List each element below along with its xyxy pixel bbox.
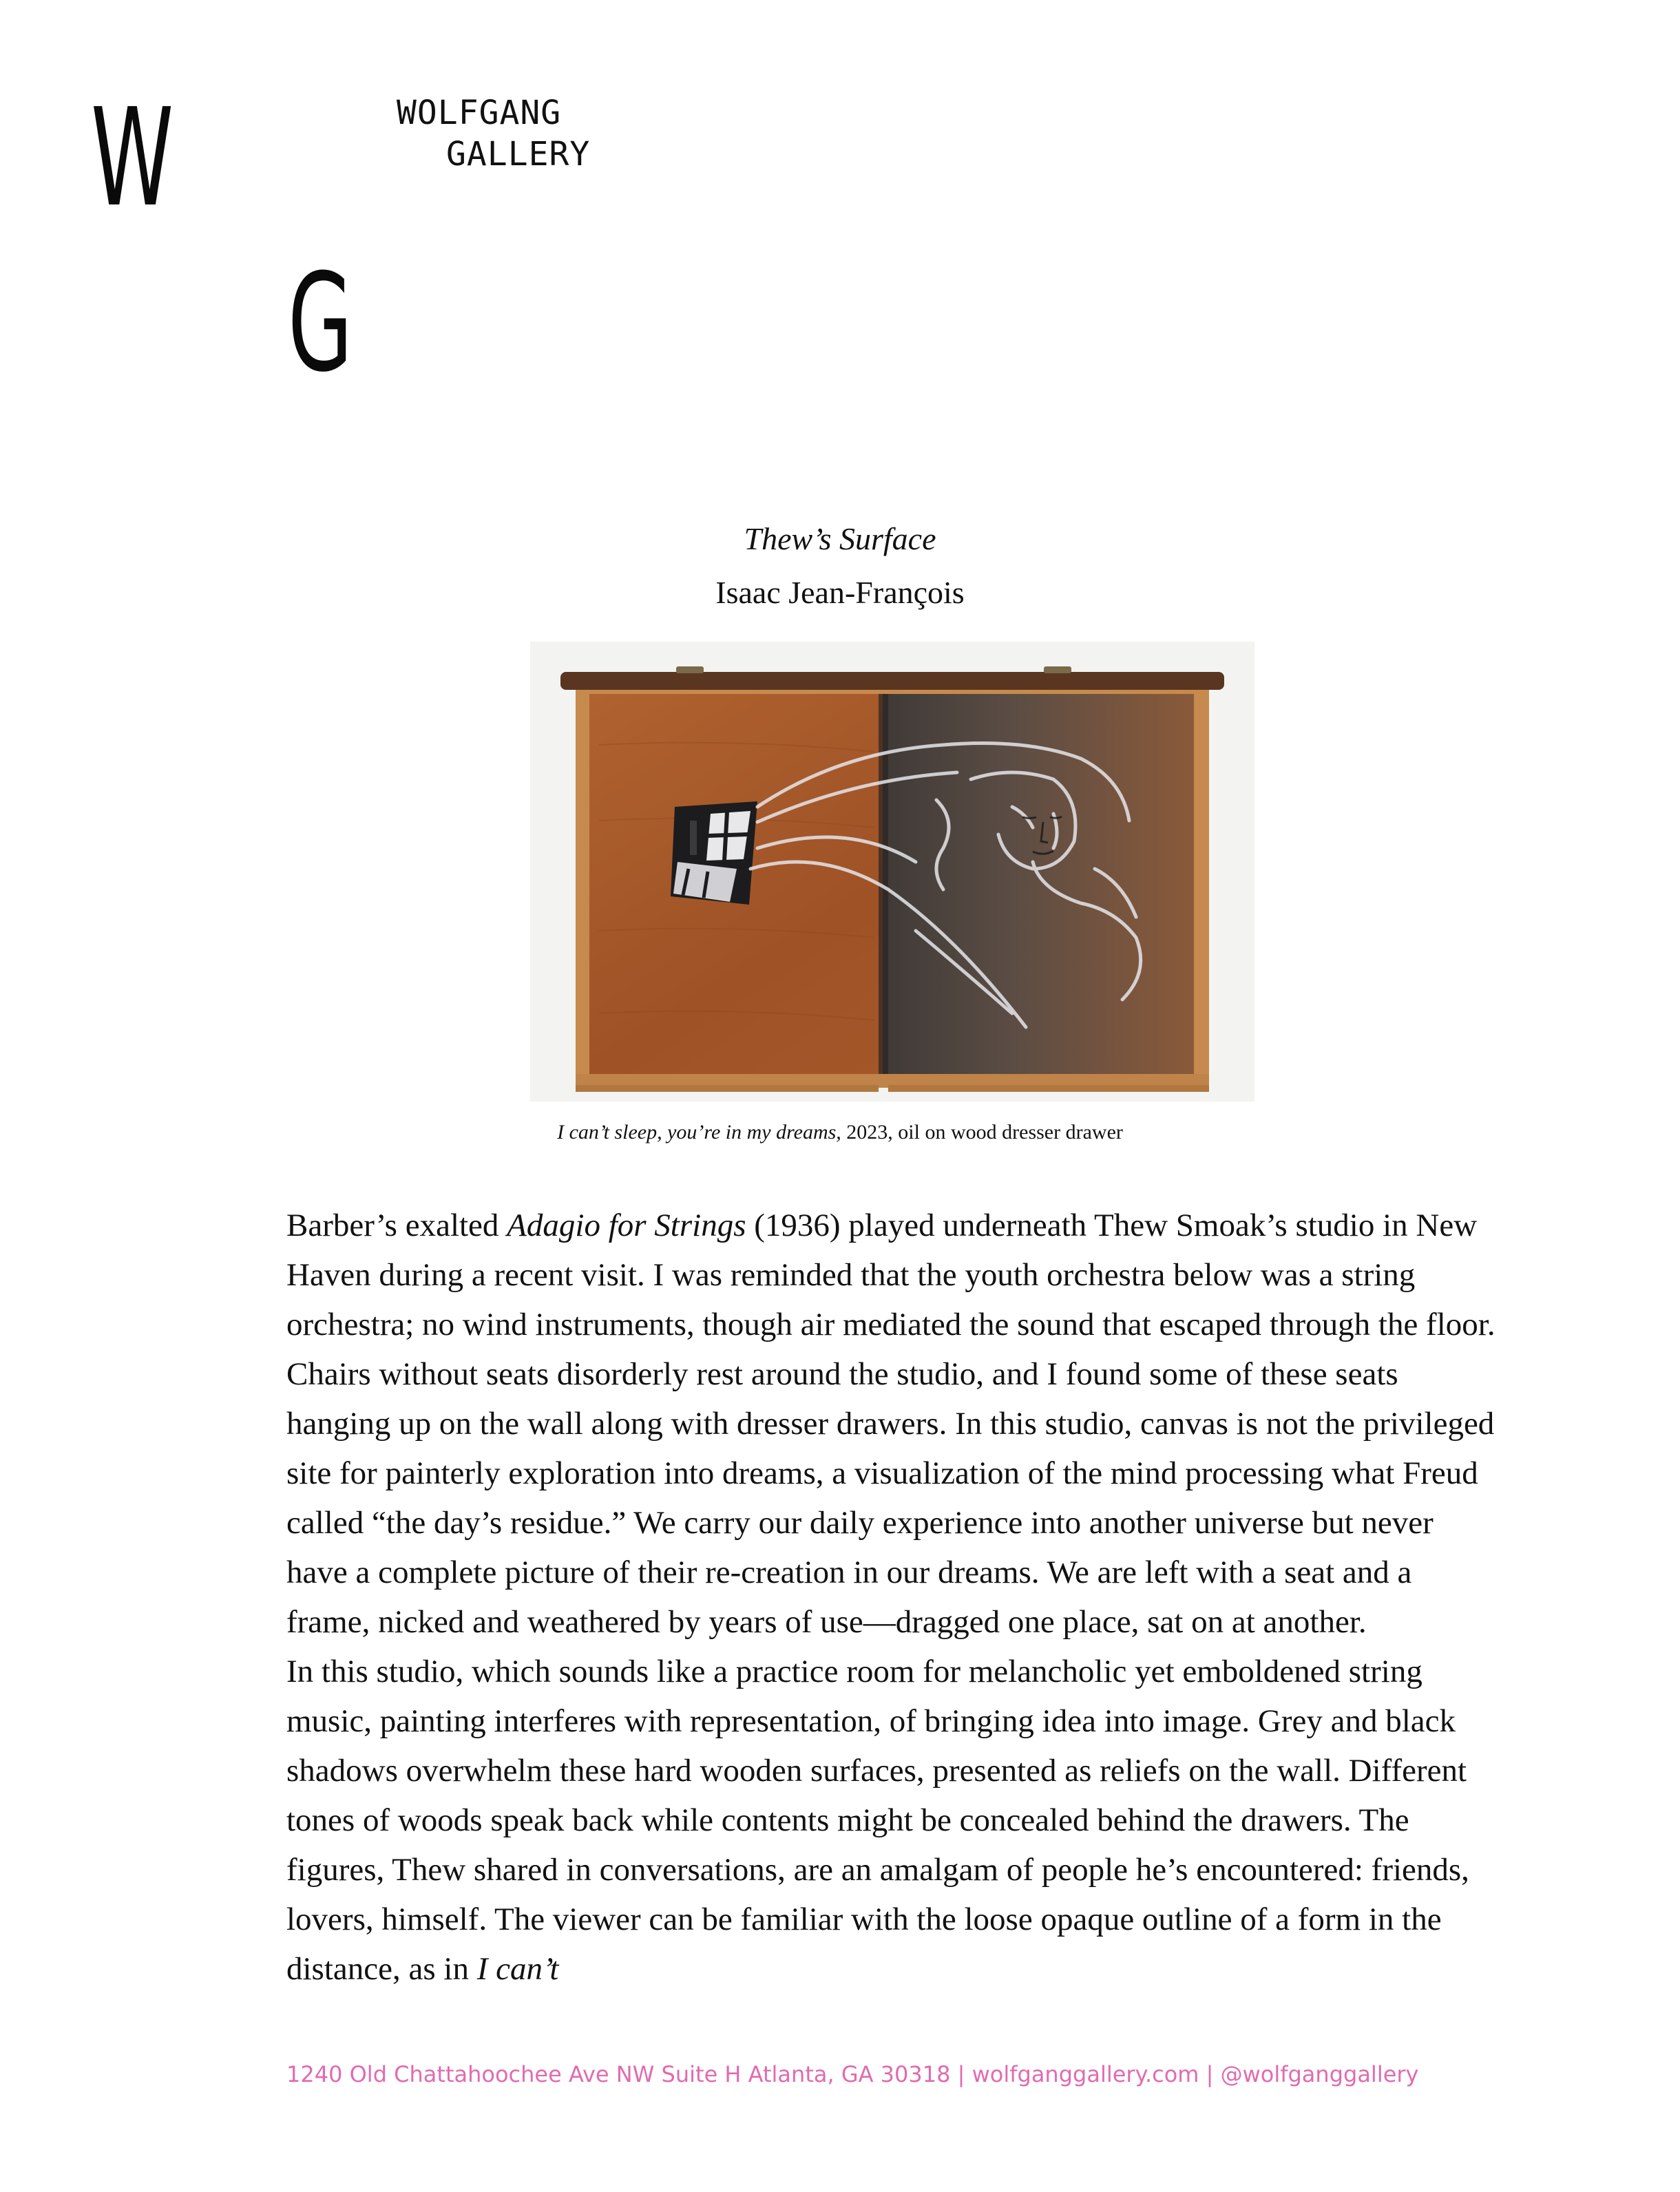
painted-dresser-drawer-image — [530, 642, 1254, 1102]
artwork-caption — [0, 1121, 1680, 1144]
logo-letter-w: W — [91, 80, 174, 237]
artwork-title: Thew’s Surface — [744, 521, 936, 556]
logo-letter-g: G — [288, 245, 353, 402]
p2-before: In this studio, which sounds like a practice room for melancholic yet emboldened string music, painting interferes with representation, of bringing idea into image. Grey and black shadows overwhelm these hard wooden surfaces, presented as reliefs on the wall. Different tones of woods speak back while contents might be concealed behind the drawers. The figures, Thew shared in conversations, are an amalgam of people he’s encountered: friends, lovers, himself. The viewer can be familiar with the loose opaque outline of a form in the distance, as in — [286, 1654, 1469, 1987]
caption-title: I can’t sleep, you’re in my dreams, — [557, 1121, 841, 1144]
wordmark-line-2: GALLERY — [446, 135, 591, 173]
p1-after: (1936) played underneath Thew Smoak’s studio in New Haven during a recent visit. I was reminded that the youth orchestra below was a string orchestra; no wind instruments, though air mediated the sound that escaped through the floor. Chairs without seats disorderly rest around the studio, and I found some of these seats hanging up on the wall along with dresser drawers. In this studio, canvas is not the privileged site for painterly exploration into dreams, a visualization of the mind processing what Freud called “the day’s residue.” We carry our daily experience into another universe but never have a complete picture of their re-creation in our dreams. We are left with a seat and a frame, nicked and weathered by years of use––dragged one place, sat on at another. — [286, 1208, 1495, 1640]
footer-contact: 1240 Old Chattahoochee Ave NW Suite H Atlanta, GA 30318 | wolfganggallery.com | @wolfganggallery — [286, 2061, 1419, 2087]
caption-details: 2023, oil on wood dresser drawer — [841, 1121, 1123, 1144]
p2-italic: I can’t — [476, 1951, 559, 1987]
gallery-wordmark — [397, 92, 590, 175]
essay-text — [286, 1201, 1498, 1994]
essay-paragraph-1 — [286, 1201, 1498, 1647]
p1-before: Barber’s exalted — [286, 1208, 507, 1243]
artist-name: Isaac Jean-François — [715, 575, 965, 610]
essay-paragraph-2 — [286, 1647, 1498, 1994]
p1-italic: Adagio for Strings — [507, 1208, 746, 1243]
wordmark-line-1: WOLFGANG — [397, 94, 562, 132]
